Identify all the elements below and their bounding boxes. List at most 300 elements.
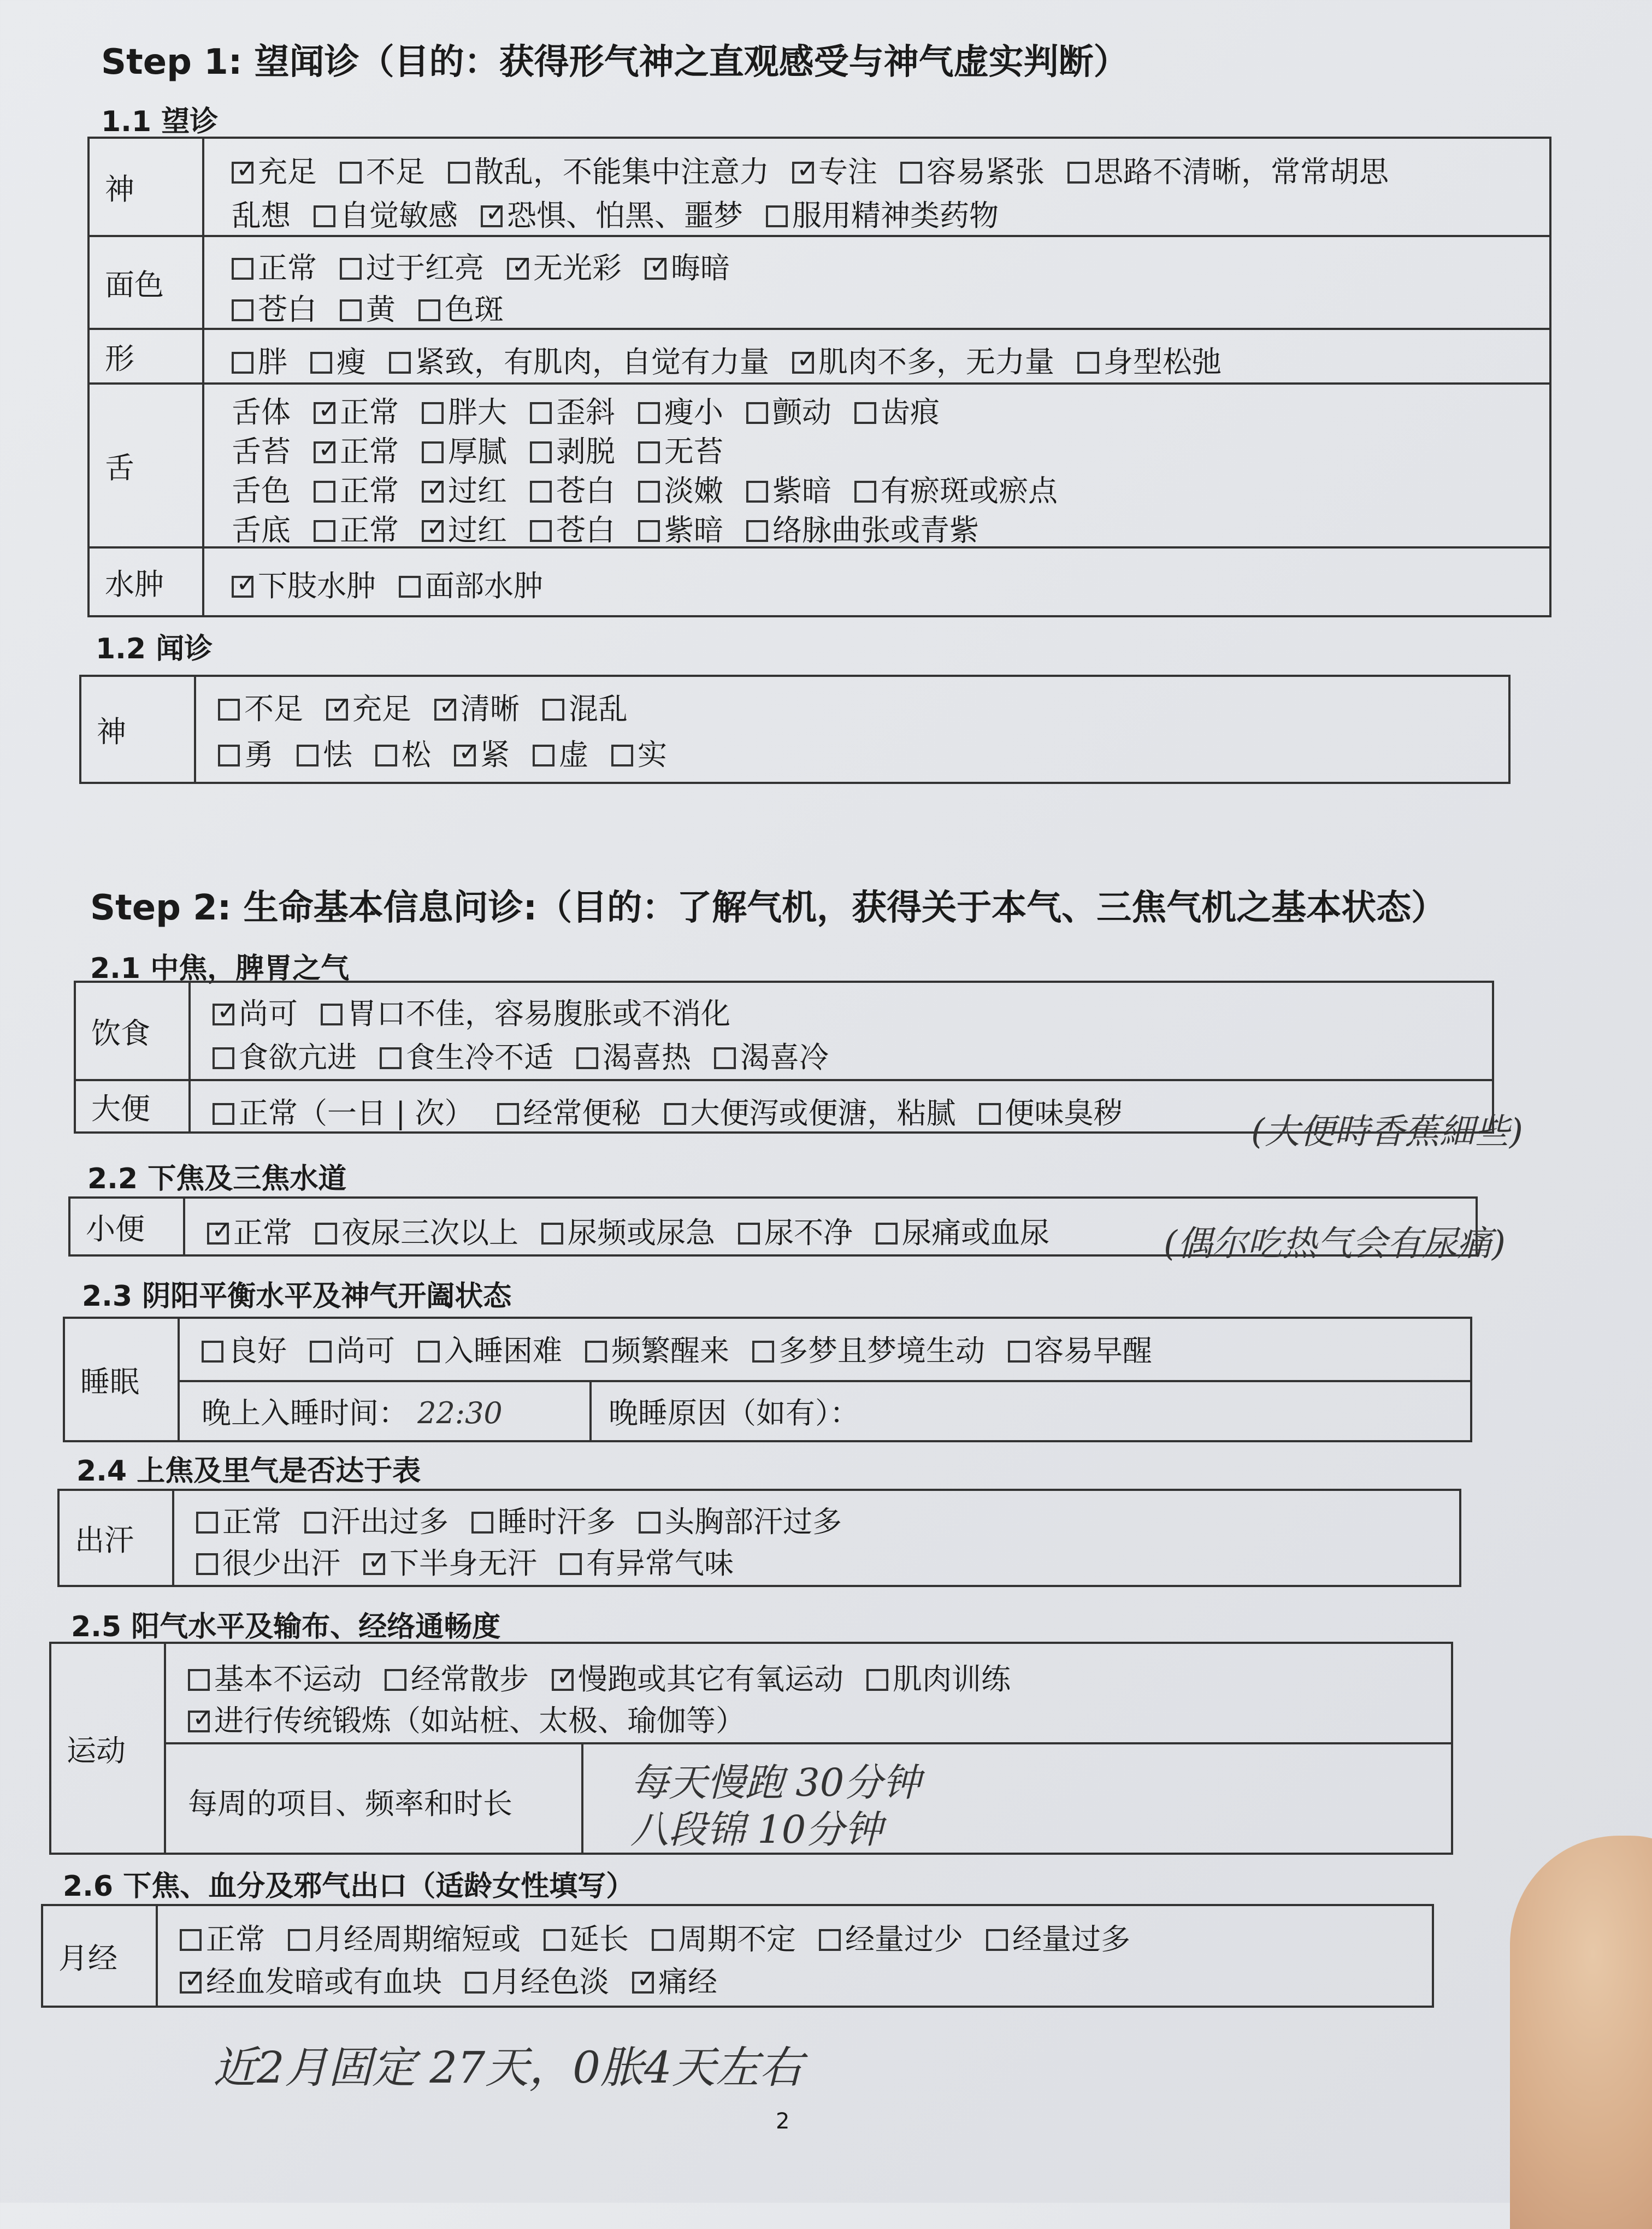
- option-label: 正常: [340, 474, 399, 508]
- option-label: 过红: [448, 474, 507, 508]
- option-label: 过于红亮: [366, 251, 484, 285]
- checkbox-option[interactable]: [340, 286, 396, 328]
- checkbox-option[interactable]: [638, 389, 723, 431]
- row-complexion: [90, 237, 1549, 330]
- checkbox-icon[interactable]: [638, 481, 660, 503]
- checked-checkbox-icon[interactable]: [645, 258, 666, 280]
- checkbox-icon[interactable]: [714, 1047, 736, 1069]
- checked-checkbox-icon[interactable]: [326, 699, 348, 721]
- checkbox-option[interactable]: [218, 686, 303, 728]
- checkbox-icon[interactable]: [544, 1929, 565, 1951]
- checkbox-icon[interactable]: [1008, 1341, 1030, 1363]
- checkbox-icon[interactable]: [530, 520, 552, 542]
- option-label: 入睡困难: [444, 1334, 562, 1368]
- checkbox-option[interactable]: [530, 507, 615, 549]
- checkbox-option[interactable]: [530, 428, 615, 470]
- checkbox-option[interactable]: [854, 389, 940, 431]
- row-exercise: [51, 1644, 1451, 1853]
- checkbox-option[interactable]: [418, 286, 504, 328]
- checkbox-option[interactable]: [321, 990, 730, 1033]
- option-label: 正常: [340, 395, 399, 429]
- checkbox-icon[interactable]: [314, 481, 335, 503]
- option-label: 正常: [206, 1922, 265, 1956]
- checkbox-icon[interactable]: [746, 520, 768, 542]
- checkbox-icon[interactable]: [399, 576, 421, 598]
- checkbox-icon[interactable]: [652, 1929, 674, 1951]
- checkbox-option[interactable]: [422, 389, 507, 431]
- checked-checkbox-icon[interactable]: [434, 699, 456, 721]
- checkbox-option[interactable]: [314, 428, 399, 470]
- checkbox-icon[interactable]: [180, 1929, 202, 1951]
- exercise-table: [49, 1642, 1453, 1855]
- checkbox-icon[interactable]: [196, 1553, 218, 1575]
- checkbox-option[interactable]: [652, 1916, 796, 1958]
- checkbox-option[interactable]: [632, 1959, 717, 2001]
- checkbox-option[interactable]: [418, 1328, 562, 1370]
- checkbox-option[interactable]: [340, 245, 484, 287]
- checkbox-icon[interactable]: [218, 699, 240, 721]
- checkbox-option: [232, 428, 291, 470]
- checkbox-option[interactable]: [188, 1697, 745, 1739]
- option-line: [188, 1656, 1034, 1698]
- checkbox-icon[interactable]: [297, 745, 318, 766]
- checkbox-option[interactable]: [304, 1499, 449, 1541]
- checkbox-option[interactable]: [288, 1916, 521, 1958]
- option-label: 经量过少: [845, 1922, 963, 1956]
- checkbox-option[interactable]: [792, 339, 1054, 381]
- checkbox-icon[interactable]: [218, 745, 240, 766]
- option-label: 尿频或尿急: [568, 1216, 715, 1250]
- checkbox-option[interactable]: [180, 1959, 442, 2001]
- sleep-reason-label[interactable]: 晚睡原因（如有）：: [609, 1396, 859, 1430]
- checkbox-icon[interactable]: [1077, 352, 1099, 374]
- checkbox-option[interactable]: [638, 468, 723, 510]
- section-1-1-title: 1.1 望诊: [101, 105, 219, 138]
- checkbox-icon[interactable]: [340, 299, 362, 321]
- checked-checkbox-icon[interactable]: [552, 1669, 574, 1691]
- option-label: 自觉敏感: [340, 198, 458, 233]
- option-line: [218, 686, 651, 728]
- checkbox-icon[interactable]: [315, 1223, 337, 1245]
- checkbox-option[interactable]: [746, 468, 831, 510]
- checked-checkbox-icon[interactable]: [180, 1972, 202, 1994]
- checkbox-icon[interactable]: [576, 1047, 598, 1069]
- checkbox-icon[interactable]: [380, 1047, 402, 1069]
- checkbox-icon[interactable]: [418, 299, 440, 321]
- checkbox-option[interactable]: [232, 563, 376, 605]
- checkbox-option[interactable]: [314, 507, 399, 549]
- option-label: 身型松弛: [1104, 345, 1222, 379]
- checkbox-icon[interactable]: [471, 1512, 493, 1534]
- checkbox-icon[interactable]: [188, 1669, 210, 1691]
- menses-table: [41, 1904, 1434, 2008]
- option-label: 月经色淡: [491, 1965, 609, 1999]
- checkbox-option[interactable]: [422, 428, 507, 470]
- checkbox-icon[interactable]: [819, 1929, 841, 1951]
- checkbox-option[interactable]: [481, 192, 743, 234]
- checkbox-icon[interactable]: [854, 481, 876, 503]
- checkbox-option[interactable]: [454, 732, 510, 774]
- checkbox-option[interactable]: [638, 428, 723, 470]
- checkbox-option[interactable]: [326, 686, 411, 728]
- checkbox-option[interactable]: [315, 1210, 518, 1252]
- checked-checkbox-icon[interactable]: [454, 745, 476, 766]
- checkbox-option[interactable]: [792, 149, 877, 191]
- checkbox-option[interactable]: [422, 468, 507, 510]
- checkbox-icon[interactable]: [900, 162, 922, 184]
- checkbox-icon[interactable]: [638, 520, 660, 542]
- option-line: [196, 1499, 865, 1541]
- checkbox-option[interactable]: [180, 1916, 265, 1958]
- checkbox-icon[interactable]: [385, 1669, 406, 1691]
- option-label: 经血发暗或有血块: [206, 1965, 442, 1999]
- checked-checkbox-icon[interactable]: [213, 1004, 234, 1025]
- option-label: 有异常气味: [586, 1546, 734, 1581]
- checkbox-option[interactable]: [1008, 1328, 1152, 1370]
- checkbox-option[interactable]: [310, 1328, 395, 1370]
- urine-handwritten-note: (偶尔吃热气会有尿痛): [1164, 1224, 1506, 1264]
- checkbox-icon[interactable]: [375, 745, 397, 766]
- checkbox-option[interactable]: [380, 1034, 553, 1076]
- section-2-3-title: 2.3 阴阳平衡水平及神气开阖状态: [82, 1280, 512, 1313]
- option-label: 正常: [340, 434, 399, 469]
- sleep-time-value: 22:30: [417, 1396, 503, 1430]
- option-label: 思路不清晰，常常胡思: [1094, 155, 1389, 189]
- checked-checkbox-icon[interactable]: [422, 481, 444, 503]
- checkbox-option[interactable]: [639, 1499, 842, 1541]
- row-sleep: [65, 1319, 1470, 1440]
- checkbox-icon[interactable]: [738, 1223, 760, 1245]
- option-label: 胖大: [448, 395, 507, 429]
- checkbox-option[interactable]: [497, 1090, 641, 1132]
- row-menses: [43, 1906, 1432, 2006]
- option-label: 恐惧、怕黑、噩梦: [507, 198, 743, 233]
- option-label: 面部水肿: [425, 569, 543, 603]
- checkbox-option[interactable]: [533, 732, 588, 774]
- checkbox-option[interactable]: [854, 468, 1058, 510]
- checked-checkbox-icon[interactable]: [792, 162, 814, 184]
- option-label: 夜尿三次以上: [341, 1216, 518, 1250]
- option-label: 混乱: [569, 692, 628, 726]
- checkbox-option[interactable]: [188, 1656, 362, 1698]
- listening-table: [79, 675, 1511, 784]
- checkbox-icon[interactable]: [196, 1512, 218, 1534]
- option-line: [213, 1090, 1146, 1132]
- checkbox-icon[interactable]: [979, 1103, 1001, 1125]
- option-label: 乱想: [232, 198, 291, 233]
- option-label: 头胸部汗过多: [665, 1505, 842, 1539]
- checkbox-icon[interactable]: [314, 520, 335, 542]
- exercise-column-divider: [581, 1742, 583, 1853]
- checkbox-icon[interactable]: [321, 1004, 343, 1025]
- sleep-time-field[interactable]: [202, 1390, 503, 1432]
- row-label: 出汗: [60, 1491, 174, 1585]
- option-label: 舌苔: [232, 434, 291, 469]
- checkbox-option[interactable]: [746, 507, 979, 549]
- checkbox-option[interactable]: [385, 1656, 529, 1698]
- checkbox-option[interactable]: [375, 732, 431, 774]
- checkbox-option[interactable]: [752, 1328, 985, 1370]
- checkbox-option[interactable]: [213, 1090, 474, 1132]
- checked-checkbox-icon[interactable]: [232, 162, 253, 184]
- option-label: 食欲亢进: [239, 1040, 357, 1075]
- checked-checkbox-icon[interactable]: [232, 576, 253, 598]
- option-label: 色斑: [445, 292, 504, 327]
- option-label: 不足: [366, 155, 425, 189]
- step2-title: Step 2: 生命基本信息问诊:（目的：了解气机，获得关于本气、三焦气机之基本状态）: [90, 888, 1447, 928]
- row-label: 神: [81, 677, 196, 782]
- checkbox-option: [232, 468, 291, 510]
- checkbox-option[interactable]: [507, 245, 622, 287]
- checkbox-option[interactable]: [714, 1034, 829, 1076]
- checkbox-icon[interactable]: [232, 352, 253, 374]
- checkbox-icon[interactable]: [497, 1103, 519, 1125]
- checkbox-option[interactable]: [218, 732, 274, 774]
- option-label: 无光彩: [533, 251, 622, 285]
- option-label: 怯: [323, 738, 352, 772]
- option-label: 络脉曲张或青紫: [772, 513, 979, 547]
- checkbox-option[interactable]: [766, 192, 999, 234]
- checkbox-option[interactable]: [232, 149, 317, 191]
- checkbox-option[interactable]: [314, 468, 399, 510]
- checkbox-option[interactable]: [232, 245, 317, 287]
- checkbox-icon[interactable]: [746, 481, 768, 503]
- checkbox-icon[interactable]: [530, 481, 552, 503]
- option-label: 紫暗: [664, 513, 723, 547]
- row-spirit-listen: [81, 677, 1508, 782]
- row-tongue: [90, 385, 1549, 549]
- option-label: 良好: [228, 1334, 287, 1368]
- checkbox-icon[interactable]: [448, 162, 470, 184]
- weekly-note-line1: 每天慢跑 30分钟: [630, 1760, 921, 1805]
- checkbox-icon[interactable]: [288, 1929, 310, 1951]
- checkbox-option[interactable]: [542, 686, 628, 728]
- option-line: [232, 428, 746, 470]
- option-label: 肌肉不多，无力量: [818, 345, 1054, 379]
- checkbox-option[interactable]: [465, 1959, 609, 2001]
- checkbox-option[interactable]: [552, 1656, 843, 1698]
- checkbox-icon[interactable]: [530, 441, 552, 463]
- checkbox-option[interactable]: [213, 1034, 357, 1076]
- option-line: [213, 990, 753, 1033]
- checkbox-icon[interactable]: [340, 258, 362, 280]
- row-edema: [90, 549, 1549, 615]
- checkbox-option[interactable]: [900, 149, 1045, 191]
- checked-checkbox-icon[interactable]: [632, 1972, 654, 1994]
- checkbox-option[interactable]: [314, 389, 399, 431]
- option-label: 颤动: [772, 395, 831, 429]
- checkbox-option[interactable]: [986, 1916, 1130, 1958]
- row-label: 舌: [90, 385, 204, 546]
- checkbox-icon[interactable]: [866, 1669, 888, 1691]
- checkbox-icon[interactable]: [1067, 162, 1089, 184]
- checked-checkbox-icon[interactable]: [792, 352, 814, 374]
- checkbox-option[interactable]: [746, 389, 831, 431]
- checkbox-icon[interactable]: [876, 1223, 898, 1245]
- option-label: 经量过多: [1012, 1922, 1130, 1956]
- option-label: 周期不定: [678, 1922, 796, 1956]
- option-label: 频繁醒来: [611, 1334, 729, 1368]
- option-label: 基本不运动: [214, 1662, 362, 1696]
- checkbox-option[interactable]: [664, 1090, 956, 1132]
- checkbox-option[interactable]: [585, 1328, 729, 1370]
- checkbox-option[interactable]: [207, 1210, 292, 1252]
- checkbox-option[interactable]: [213, 990, 298, 1033]
- checked-checkbox-icon[interactable]: [481, 205, 503, 227]
- finger-in-photo: [1510, 1836, 1652, 2229]
- checkbox-icon[interactable]: [638, 402, 660, 424]
- row-diet: [76, 983, 1492, 1081]
- option-label: 不足: [244, 692, 303, 726]
- checkbox-option[interactable]: [202, 1328, 287, 1370]
- checkbox-icon[interactable]: [389, 352, 411, 374]
- checkbox-option[interactable]: [389, 339, 769, 381]
- checked-checkbox-icon[interactable]: [363, 1553, 385, 1575]
- sleep-column-divider: [589, 1380, 592, 1440]
- checkbox-icon[interactable]: [541, 1223, 563, 1245]
- option-line: [218, 732, 690, 774]
- checkbox-option[interactable]: [232, 286, 317, 328]
- checkbox-option[interactable]: [434, 686, 520, 728]
- checkbox-icon[interactable]: [418, 1341, 440, 1363]
- checkbox-option[interactable]: [448, 149, 769, 191]
- checked-checkbox-icon[interactable]: [507, 258, 529, 280]
- checkbox-option[interactable]: [363, 1540, 537, 1582]
- option-line: [232, 286, 527, 328]
- checkbox-icon[interactable]: [304, 1512, 326, 1534]
- checkbox-icon[interactable]: [664, 1103, 686, 1125]
- checkbox-option[interactable]: [530, 468, 615, 510]
- checkbox-icon[interactable]: [202, 1341, 223, 1363]
- row-label: 睡眠: [65, 1319, 180, 1440]
- option-label: 充足: [258, 155, 317, 189]
- checkbox-icon[interactable]: [310, 352, 332, 374]
- option-label: 渴喜热: [603, 1040, 691, 1075]
- checkbox-option[interactable]: [819, 1916, 963, 1958]
- checkbox-option[interactable]: [576, 1034, 691, 1076]
- checkbox-icon[interactable]: [530, 402, 552, 424]
- checkbox-icon[interactable]: [213, 1047, 234, 1069]
- checkbox-option[interactable]: [422, 507, 507, 549]
- option-label: 经常散步: [411, 1662, 529, 1696]
- checkbox-icon[interactable]: [340, 162, 362, 184]
- option-label: 容易紧张: [927, 155, 1045, 189]
- checkbox-option[interactable]: [645, 245, 730, 287]
- option-label: 正常: [222, 1505, 281, 1539]
- option-label: 舌体: [232, 395, 291, 429]
- checkbox-icon[interactable]: [422, 441, 444, 463]
- option-line: [232, 245, 753, 287]
- checked-checkbox-icon[interactable]: [207, 1223, 229, 1245]
- checkbox-icon[interactable]: [585, 1341, 607, 1363]
- option-label: 舌色: [232, 474, 291, 508]
- checkbox-icon[interactable]: [560, 1553, 582, 1575]
- option-label: 紧致，有肌肉，自觉有力量: [415, 345, 769, 379]
- option-label: 胖: [258, 345, 287, 379]
- option-label: 紧: [480, 738, 510, 772]
- option-label: 汗出过多: [331, 1505, 449, 1539]
- checked-checkbox-icon[interactable]: [422, 520, 444, 542]
- checkbox-option[interactable]: [1077, 339, 1222, 381]
- checkbox-option[interactable]: [560, 1540, 734, 1582]
- checkbox-option[interactable]: [1067, 149, 1389, 191]
- option-label: 黄: [366, 292, 396, 327]
- option-label: 无苔: [664, 434, 723, 469]
- checkbox-icon[interactable]: [232, 258, 253, 280]
- row-label: 饮食: [76, 983, 191, 1079]
- checkbox-icon[interactable]: [314, 205, 335, 227]
- option-label: 清晰: [461, 692, 520, 726]
- checkbox-icon[interactable]: [766, 205, 788, 227]
- checkbox-option[interactable]: [314, 192, 458, 234]
- checkbox-option[interactable]: [738, 1210, 853, 1252]
- row-label: 运动: [51, 1644, 166, 1853]
- checked-checkbox-icon[interactable]: [188, 1711, 210, 1732]
- checkbox-option[interactable]: [196, 1499, 281, 1541]
- option-label: 延长: [570, 1922, 629, 1956]
- sweat-table: [57, 1489, 1461, 1587]
- option-label: 充足: [352, 692, 411, 726]
- checkbox-icon[interactable]: [854, 402, 876, 424]
- checkbox-option[interactable]: [232, 339, 287, 381]
- option-label: 歪斜: [556, 395, 615, 429]
- option-label: 下半身无汗: [390, 1546, 537, 1581]
- checkbox-icon[interactable]: [533, 745, 554, 766]
- checkbox-icon[interactable]: [752, 1341, 774, 1363]
- option-line: [180, 1916, 1153, 1958]
- checkbox-option[interactable]: [471, 1499, 616, 1541]
- checkbox-icon[interactable]: [542, 699, 564, 721]
- section-2-6-title: 2.6 下焦、血分及邪气出口（适龄女性填写）: [63, 1870, 635, 1903]
- checkbox-option[interactable]: [611, 732, 667, 774]
- section-2-5-title: 2.5 阳气水平及输布、经络通畅度: [71, 1611, 501, 1643]
- checkbox-option[interactable]: [541, 1210, 715, 1252]
- inspection-table: [87, 137, 1551, 617]
- checkbox-icon[interactable]: [986, 1929, 1008, 1951]
- checkbox-icon[interactable]: [638, 441, 660, 463]
- option-label: 紫暗: [772, 474, 831, 508]
- option-label: 睡时汗多: [498, 1505, 616, 1539]
- checkbox-option[interactable]: [297, 732, 352, 774]
- checkbox-option[interactable]: [340, 149, 425, 191]
- checkbox-icon[interactable]: [422, 402, 444, 424]
- checkbox-icon[interactable]: [611, 745, 633, 766]
- checked-checkbox-icon[interactable]: [314, 402, 335, 424]
- option-label: 过红: [448, 513, 507, 547]
- checkbox-icon[interactable]: [746, 402, 768, 424]
- option-line: [213, 1034, 852, 1076]
- checkbox-option: [232, 192, 291, 234]
- checkbox-option[interactable]: [866, 1656, 1011, 1698]
- checkbox-icon[interactable]: [639, 1512, 660, 1534]
- checkbox-option[interactable]: [876, 1210, 1049, 1252]
- checkbox-icon[interactable]: [465, 1972, 487, 1994]
- checkbox-option[interactable]: [530, 389, 615, 431]
- checkbox-option[interactable]: [196, 1540, 340, 1582]
- checkbox-icon[interactable]: [213, 1103, 234, 1125]
- option-label: 多梦且梦境生动: [778, 1334, 985, 1368]
- checkbox-icon[interactable]: [232, 299, 253, 321]
- checkbox-option[interactable]: [638, 507, 723, 549]
- checkbox-option[interactable]: [310, 339, 366, 381]
- checked-checkbox-icon[interactable]: [314, 441, 335, 463]
- option-label: 有瘀斑或瘀点: [881, 474, 1058, 508]
- checkbox-icon[interactable]: [310, 1341, 332, 1363]
- checkbox-option[interactable]: [979, 1090, 1123, 1132]
- checkbox-option[interactable]: [399, 563, 543, 605]
- checkbox-option[interactable]: [544, 1916, 629, 1958]
- row-label: 小便: [70, 1199, 185, 1254]
